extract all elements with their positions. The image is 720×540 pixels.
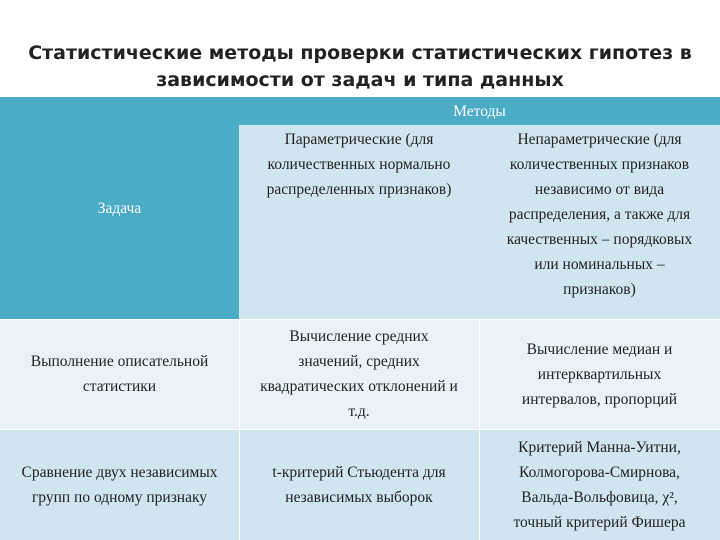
row-divider [0,319,720,320]
table-row-1-task [0,319,239,429]
text-line: интерквартильных [537,365,662,383]
text-line: признаков) [563,281,636,298]
header-task [0,97,239,319]
cell-text [516,337,683,412]
text-line: или номинальных – [534,256,665,273]
text-line: статистики [82,378,157,395]
cell-text [16,460,224,510]
header-methods [239,97,720,125]
text-line: распределения, а также для [508,206,691,223]
page-title [0,40,720,94]
text-line: Критерий Манна-Уитни, [518,438,681,456]
header-nonparametric-text [501,127,698,302]
text-line: независимо от вида [534,181,665,198]
text-line: Выполнение описательной [30,353,209,370]
text-line: значений, средних [298,353,420,370]
text-line: Непараметрические (для [517,131,682,148]
text-line: групп по одному признаку [31,488,208,506]
cell-text [266,460,451,510]
text-line: количественных нормально [267,156,451,173]
cell-text [254,324,464,424]
header-task-label: Задача [97,199,142,217]
cell-text [507,435,691,535]
text-line: t-критерий Стьюдента для [272,463,446,481]
title-line-1: Статистические методы проверки статистических гипотез в [28,42,692,64]
text-line: количественных признаков [509,156,690,173]
text-line: Вальда-Вольфовица, χ², [521,488,678,506]
text-line: Параметрические (для [284,131,434,148]
text-line: Вычисление средних [289,328,429,345]
text-line: Сравнение двух независимых [21,463,218,481]
column-divider [479,319,480,540]
text-line: независимых выборок [285,488,433,506]
text-line: интервалов, пропорций [521,390,678,408]
title-line-2: зависимости от задач и типа данных [156,69,564,91]
header-parametric [239,125,479,319]
text-line: распределенных признаков) [266,181,452,198]
table-row-2-task [0,429,239,540]
table-row-1-parametric [239,319,479,429]
text-line: Вычисление медиан и [526,340,673,358]
text-line: квадратических отклонений и [260,378,458,395]
table-row-1-nonparametric [479,319,720,429]
column-divider [239,319,240,540]
text-line: т.д. [348,403,370,420]
text-line: качественных – порядковых [506,231,693,248]
table-row-2-nonparametric [479,429,720,540]
table-row-2-parametric [239,429,479,540]
header-nonparametric [479,125,720,319]
text-line: Колмогорова-Смирнова, [519,463,680,481]
text-line: точный критерий Фишера [513,513,686,531]
cell-text [25,349,215,399]
row-divider [0,429,720,430]
header-methods-label: Методы [453,102,506,120]
header-parametric-text [261,127,458,202]
